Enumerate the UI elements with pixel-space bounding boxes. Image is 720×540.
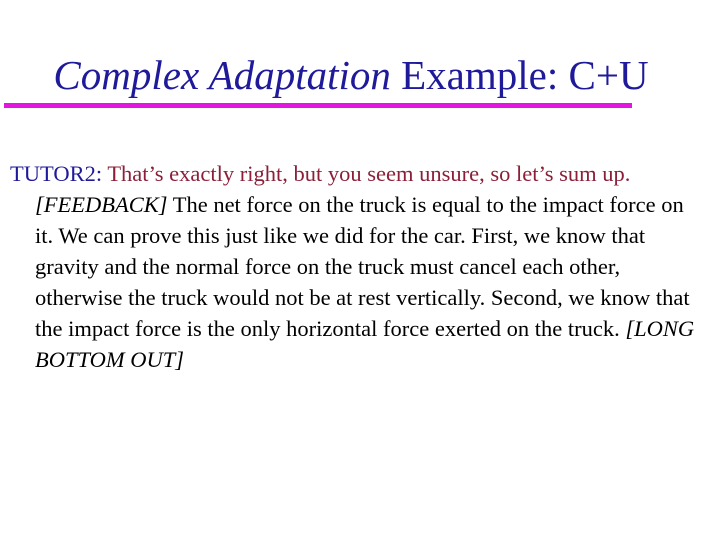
tutor-utterance — [10, 158, 700, 375]
utterance-body: The net force on the truck is equal to the impact force on it. We can prove this just like we did for the car. First, we know that gravity and the normal force on the truck must cancel each other, otherwise the truck would not be at rest vertically. Second, we know that the impact force is the only horizontal force exerted on the truck. — [35, 192, 690, 341]
bottom-out-tag: [LONG BOTTOM OUT] — [35, 316, 695, 372]
slide-title — [0, 52, 702, 99]
utterance-lead: That’s exactly right, but you seem unsure, so let’s sum up. — [107, 161, 631, 186]
title-underline — [4, 103, 632, 108]
tutor-paragraph — [10, 158, 700, 375]
title-italic-part: Complex Adaptation — [53, 52, 391, 98]
feedback-tag: [FEEDBACK] — [35, 192, 168, 217]
speaker-label: TUTOR2: — [10, 161, 103, 186]
title-rest-part: Example: C+U — [401, 52, 649, 98]
